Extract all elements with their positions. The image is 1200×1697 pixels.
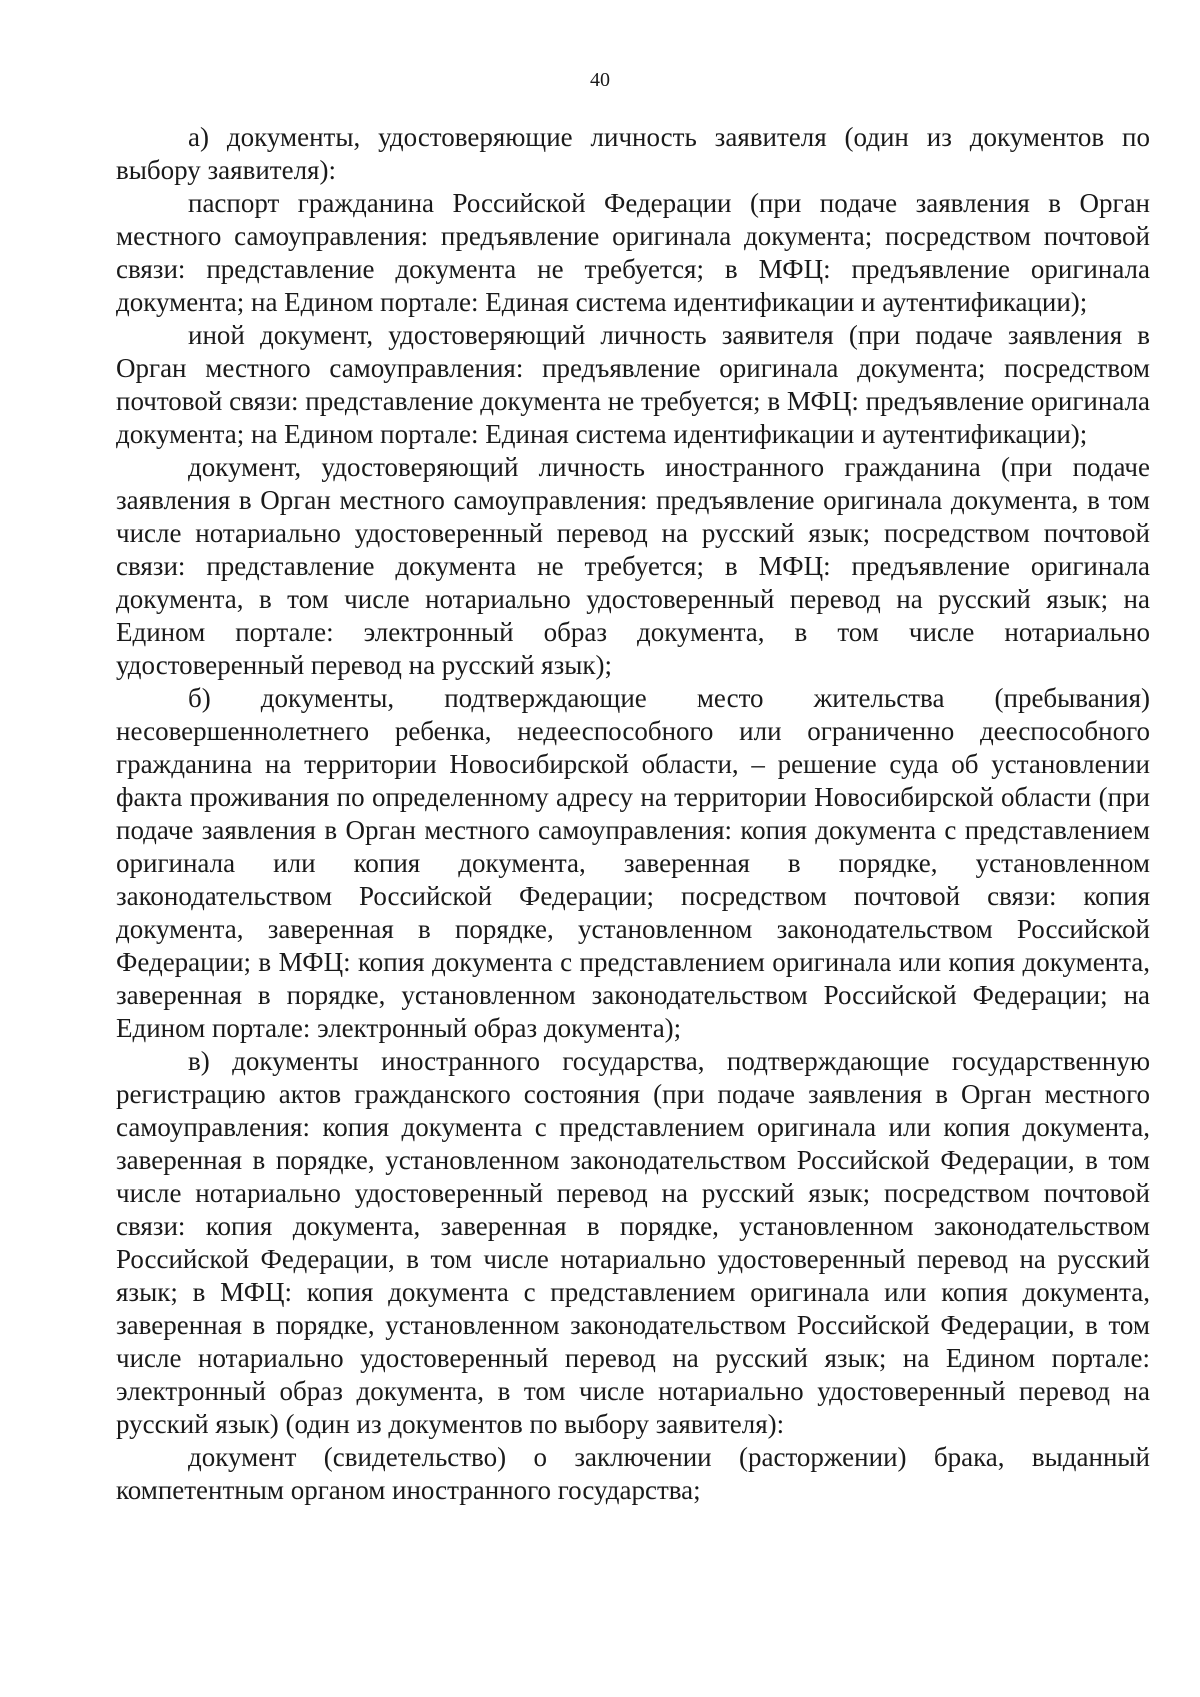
document-body [116,121,1150,1507]
paragraph-marriage-certificate: документ (свидетельство) о заключении (расторжении) брака, выданный компетентным органом иностранного государства; [116,1442,1150,1505]
paragraph-foreign-citizen-document: документ, удостоверяющий личность иностранного гражданина (при подаче заявления в Орган местного самоуправления: предъявление оригинала документа, в том числе нотариально удостоверенный перевод на русский язык; посредством почтовой связи: представление документа не требуется; в МФЦ: предъявление оригинала документа, в том числе нотариально удостоверенный перевод на русский язык; на Едином портале: электронный образ документа, в том числе нотариально удостоверенный перевод на русский язык); [116,452,1150,680]
paragraph-passport-rf: паспорт гражданина Российской Федерации (при подаче заявления в Орган местного самоуправления: предъявление оригинала документа; посредством почтовой связи: представление документа не требуется; в МФЦ: предъявление оригинала документа; на Едином портале: Единая система идентификации и аутентификации); [116,188,1150,317]
paragraph-a-identity-documents: а) документы, удостоверяющие личность заявителя (один из документов по выбору заявителя): [116,122,1150,185]
paragraph-c-foreign-state-documents: в) документы иностранного государства, подтверждающие государственную регистрацию актов гражданского состояния (при подаче заявления в Орган местного самоуправления: копия документа с представлением оригинала или копия документа, заверенная в порядке, установленном законодательством Российской Федерации, в том числе нотариально удостоверенный перевод на русский язык; посредством почтовой связи: копия документа, заверенная в порядке, установленном законодательством Российской Федерации, в том числе нотариально удостоверенный перевод на русский язык; в МФЦ: копия документа с представлением оригинала или копия документа, заверенная в порядке, установленном законодательством Российской Федерации, в том числе нотариально удостоверенный перевод на русский язык; на Едином портале: электронный образ документа, в том числе нотариально удостоверенный перевод на русский язык) (один из документов по выбору заявителя): [116,1046,1150,1439]
paragraph-other-identity-document: иной документ, удостоверяющий личность заявителя (при подаче заявления в Орган местного самоуправления: предъявление оригинала документа; посредством почтовой связи: представление документа не требуется; в МФЦ: предъявление оригинала документа; на Едином портале: Единая система идентификации и аутентификации); [116,320,1150,449]
paragraph-b-residence-documents: б) документы, подтверждающие место жительства (пребывания) несовершеннолетнего ребенка, недееспособного или ограниченно дееспособного гражданина на территории Новосибирской области, – решение суда об установлении факта проживания по определенному адресу на территории Новосибирской области (при подаче заявления в Орган местного самоуправления: копия документа с представлением оригинала или копия документа, заверенная в порядке, установленном законодательством Российской Федерации; посредством почтовой связи: копия документа, заверенная в порядке, установленном законодательством Российской Федерации; в МФЦ: копия документа с представлением оригинала или копия документа, заверенная в порядке, установленном законодательством Российской Федерации; на Едином портале: электронный образ документа); [116,683,1150,1043]
page-number: 40 [590,69,610,91]
